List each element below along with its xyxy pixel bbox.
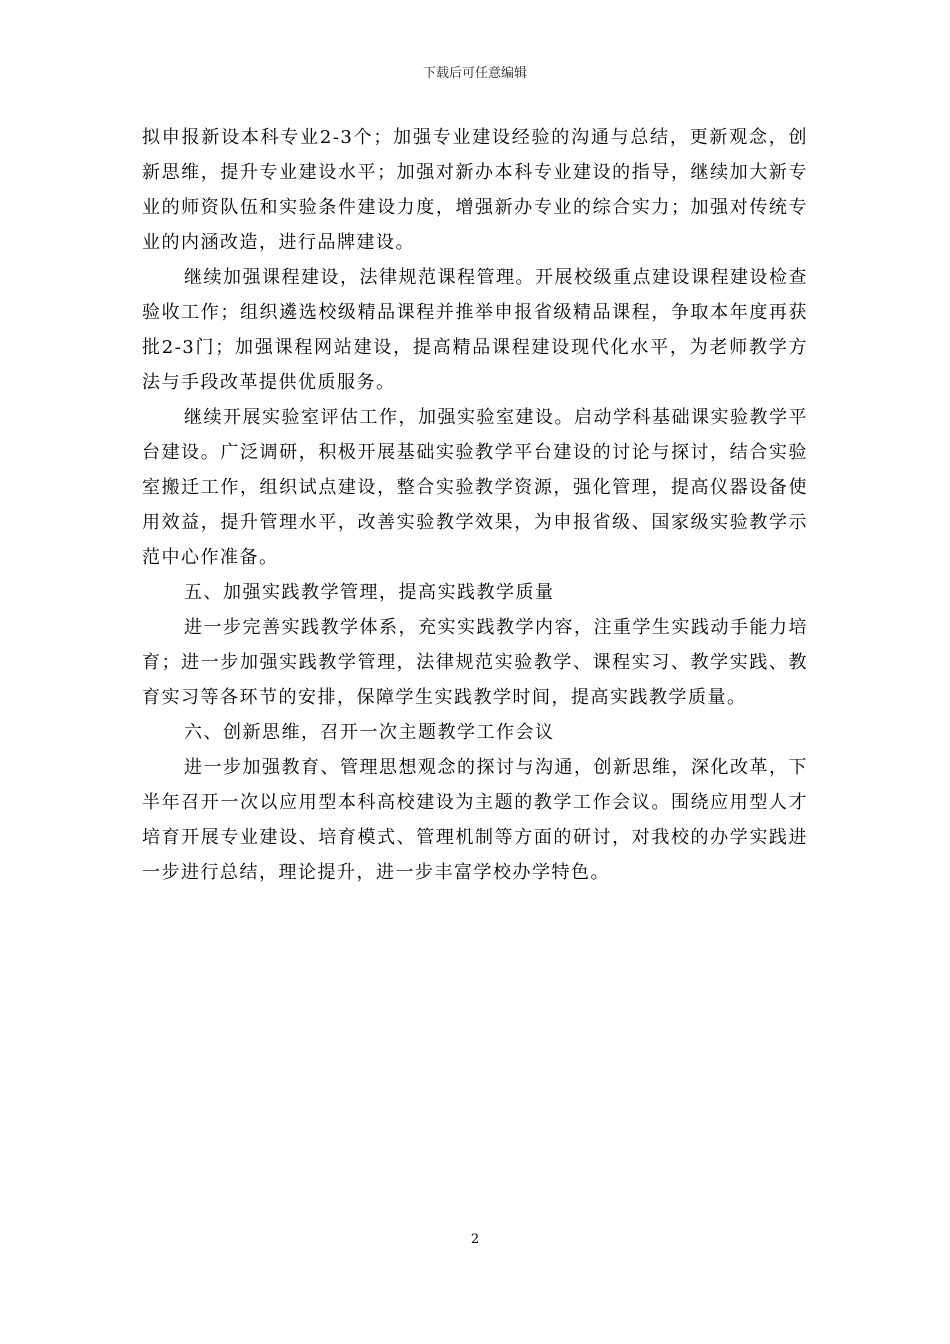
page-header: 下载后可任意编辑	[422, 66, 527, 81]
page-number: 2	[470, 1232, 480, 1247]
paragraph-teaching-conference: 进一步加强教育、管理思想观念的探讨与沟通，创新思维，深化改革，下半年召开一次以应用型本科高校建设为主题的教学工作会议。围绕应用型人才培育开展专业建设、培育模式、管理机制等方面的研讨，对我校的办学实践进一步进行总结，理论提升，进一步丰富学校办学特色。	[142, 757, 808, 883]
paragraph-lab-construction: 继续开展实验室评估工作，加强实验室建设。启动学科基础课实验教学平台建设。广泛调研，积极开展基础实验教学平台建设的讨论与探讨，结合实验室搬迁工作，组织试点建设，整合实验教学资源，强化管理，提高仪器设备使用效益，提升管理水平，改善实验教学效果，为申报省级、国家级实验教学示范中心作准备。	[142, 407, 808, 568]
document-body	[142, 120, 808, 890]
section-heading-6: 六、创新思维，召开一次主题教学工作会议	[184, 722, 555, 743]
section-heading-5: 五、加强实践教学管理，提高实践教学质量	[184, 582, 555, 603]
paragraph-continued: 拟申报新设本科专业2-3个；加强专业建设经验的沟通与总结，更新观念，创新思维，提升专业建设水平；加强对新办本科专业建设的指导，继续加大新专业的师资队伍和实验条件建设力度，增强新办专业的综合实力；加强对传统专业的内涵改造，进行品牌建设。	[142, 127, 808, 253]
paragraph-practice-teaching: 进一步完善实践教学体系，充实实践教学内容，注重学生实践动手能力培育；进一步加强实践教学管理，法律规范实验教学、课程实习、教学实践、教育实习等各环节的安排，保障学生实践教学时间，提高实践教学质量。	[142, 617, 808, 708]
paragraph-course-construction: 继续加强课程建设，法律规范课程管理。开展校级重点建设课程建设检查验收工作；组织遴选校级精品课程并推举申报省级精品课程，争取本年度再获批2-3门；加强课程网站建设，提高精品课程建设现代化水平，为老师教学方法与手段改革提供优质服务。	[142, 267, 808, 393]
